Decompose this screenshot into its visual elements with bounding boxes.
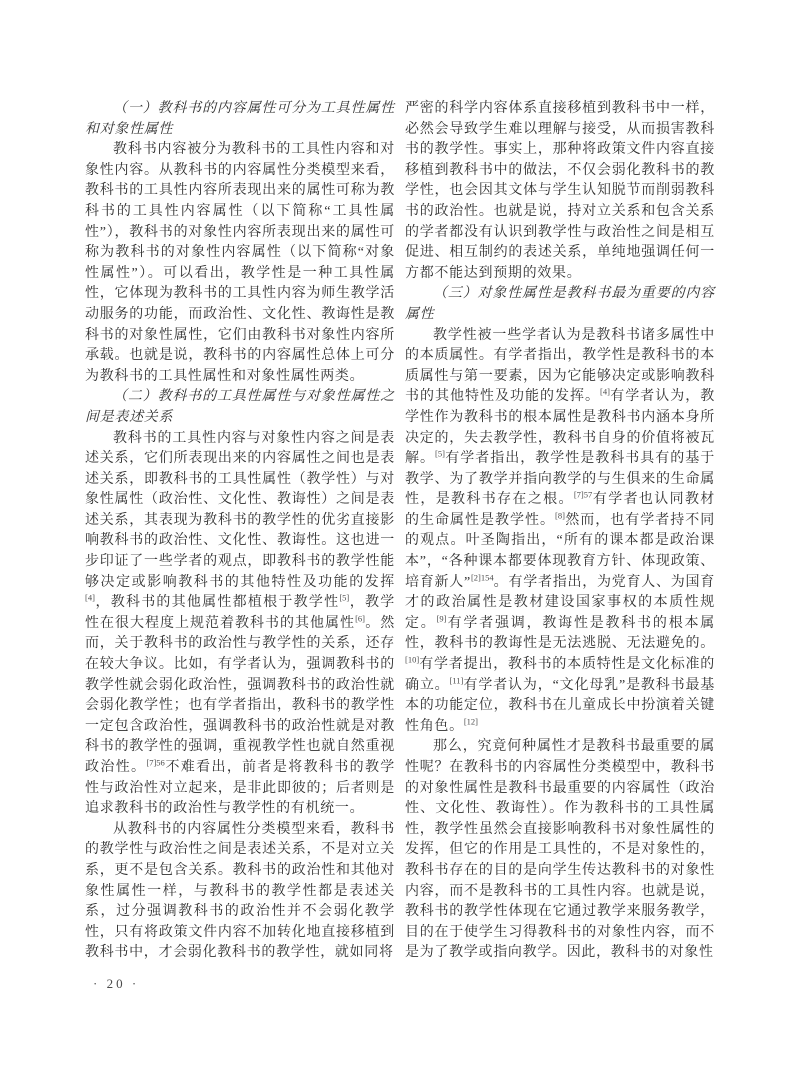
column-left <box>85 99 395 964</box>
paragraph: 教学性被一些学者认为是教科书诸多属性中的本质属性。有学者指出，教学性是教科书的本质属性与第一要素，因为它能够决定或影响教科书的其他特性及功能的发挥。[4]有学者认为，教学性作为教科书的根本属性是教科书内涵本身所决定的，失去教学性，教科书自身的价值将被瓦解。[5]有学者指出，教学性是教科书具有的基于教学、为了教学并指向教学的与生俱来的生命属性，是教科书存在之根。$^{[7]57}$有学者也认同教材的生命属性是教学性。[8]然而，也有学者持不同的观点。叶圣陶指出，“所有的课本都是政治课本”，“各种课本都要体现教育方针、体现政策、培育新人”$^{[2]154}$。有学者指出，为党育人、为国育才的政治属性是教材建设国家事权的本质性规定。[9]有学者强调，教诲性是教科书的根本属性，教科书的教诲性是无法逃脱、无法避免的。[10]有学者提出，教科书的本质特性是文化标准的确立。[11]有学者认为，“文化母乳”是教科书最基本的功能定位，教科书在儿童成长中扮演着关键性角色。[12] <box>405 327 716 734</box>
section-heading: （二）教科书的工具性属性与对象性属性之间是表述关系 <box>85 389 395 425</box>
paragraph: 从教科书的内容属性分类模型来看，教科书的教学性与政治性之间是表述关系，不是对立关系，更不是包含关系。教科书的政治性和其他对象性属性一样，与教科书的教学性都是表述关系，过分强调教科书的政治性并不会弱化教学性，只有将政策文件内容不加转化地直接移植到教科书中，才会弱化教科书的教学性，就如同将 <box>85 821 395 961</box>
page-content <box>85 99 715 964</box>
citation-ref: [2]154 <box>470 572 494 582</box>
citation-ref: [4] <box>85 592 95 603</box>
citation-ref: [5] <box>339 592 350 603</box>
citation-ref: [11] <box>449 674 464 685</box>
section-heading: （三）对象性属性是教科书最为重要的内容属性 <box>405 286 715 322</box>
column-right <box>405 99 715 964</box>
paragraph: 严密的科学内容体系直接移植到教科书中一样，必然会导致学生难以理解与接受，从而损害教科书的教学性。事实上，那种将政策文件内容直接移植到教科书中的做法，不仅会弱化教科书的教学性，也会因其文体与学生认知脱节而削弱教科书的政治性。也就是说，持对立关系和包含关系的学者都没有认识到教学性与政治性之间是相互促进、相互制约的表述关系，单纯地强调任何一方都不能达到预期的效果。 <box>405 101 715 281</box>
section-heading: （一）教科书的内容属性可分为工具性属性和对象性属性 <box>85 101 395 137</box>
page-number: · 20 · <box>93 976 140 991</box>
citation-ref: [6] <box>355 613 365 624</box>
citation-ref: [7]56 <box>146 757 165 768</box>
paragraph: 那么，究竟何种属性才是教科书最重要的属性呢？在教科书的内容属性分类模型中，教科书的对象性属性是教科书最重要的内容属性（政治性、文化性、教诲性）。作为教科书的工具性属性，教学性虽然会直接影响教科书对象性属性的发挥，但它的作用是工具性的，不是对象性的，教科书存在的目的是向学生传达教科书的对象性内容，而不是教科书的工具性内容。也就是说，教科书的教学性体现在它通过教学来服务教学，目的在于使学生习得教科书的对象性内容，而不是为了教学或指向教学。因此，教科书的对象性 <box>405 739 715 961</box>
citation-ref: [5] <box>435 448 445 459</box>
citation-ref: [10] <box>405 654 420 665</box>
paragraph: 教科书内容被分为教科书的工具性内容和对象性内容。从教科书的内容属性分类模型来看，教科书的工具性内容所表现出来的属性可称为教科书的工具性内容属性（以下简称“工具性属性”），教科书的对象性内容所表现出来的属性可称为教科书的对象性内容属性（以下简称“对象性属性”）。可以看出，教学性是一种工具性属性，它体现为教科书的工具性内容为师生教学活动服务的功能，而政治性、文化性、教诲性是教科书的对象性属性，它们由教科书对象性内容所承载。也就是说，教科书的内容属性总体上可分为教科书的工具性属性和对象性属性两类。 <box>85 142 395 384</box>
paragraph: 教科书的工具性内容与对象性内容之间是表述关系，它们所表现出来的内容属性之间也是表述关系，即教科书的工具性属性（教学性）与对象性属性（政治性、文化性、教诲性）之间是表述关系，其表现为教科书的教学性的优劣直接影响教科书的政治性、文化性、教诲性。这也进一步印证了一些学者的观点，即教科书的教学性能够决定或影响教科书的其他特性及功能的发挥[4]，教科书的其他属性都植根于教学性[5]，教学性在很大程度上规范着教科书的其他属性[6]。然而，关于教科书的政治性与教学性的关系，还存在较大争议。比如，有学者认为，强调教科书的教学性就会弱化政治性，强调教科书的政治性就会弱化教学性；也有学者指出，教科书的教学性一定包含政治性，强调教科书的政治性就是对教科书的教学性的强调，重视教学性也就自然重视政治性。$^{[7]56}$不难看出，前者是将教科书的教学性与政治性对立起来，是非此即彼的；后者则是追求教科书的政治性与教学性的有机统一。 <box>85 430 395 817</box>
citation-ref: [4] <box>600 386 610 397</box>
citation-ref: [8] <box>555 510 565 521</box>
citation-ref: [12] <box>463 716 478 727</box>
citation-ref: [7]57 <box>573 489 593 500</box>
citation-ref: [9] <box>436 613 447 624</box>
